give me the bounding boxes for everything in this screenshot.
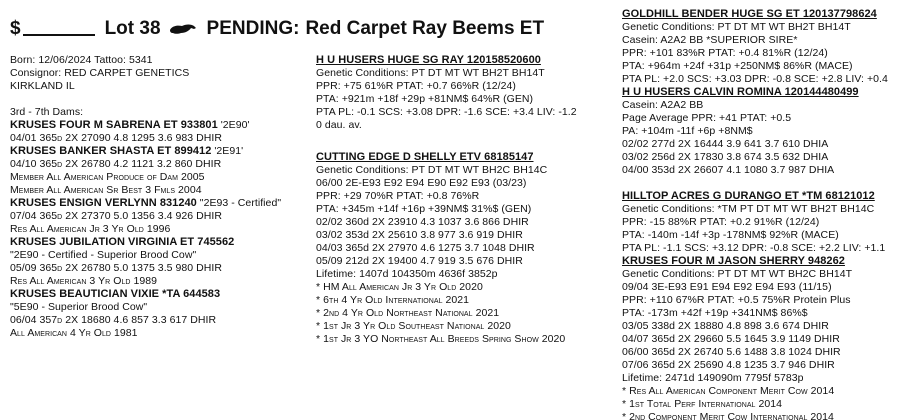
- dams-dam-name: KRUSES FOUR M JASON SHERRY 948262: [622, 255, 845, 267]
- consignor-location: KIRKLAND IL: [10, 80, 75, 92]
- dams-dam-awards: [622, 385, 918, 420]
- dam-record-line: Member All American Sr Best 3 Fmls 2004: [10, 184, 202, 196]
- dam-info-line: 02/02 360d 2X 23910 4.3 1037 3.6 866 DHIR: [316, 216, 529, 228]
- dams-dam-info-line: 03/05 338d 2X 18880 4.8 898 3.6 674 DHIR: [622, 320, 829, 332]
- dam-classification: '2E91': [211, 145, 244, 157]
- dams-dam-award-line: * 1st Total Perf International 2014: [622, 398, 783, 410]
- dam-info-line: Genetic Conditions: PT DT MT WT BH2C BH14C: [316, 164, 548, 176]
- dams-sire-info-line: PTA PL: -1.1 SCS: +3.12 DPR: -0.8 SCE: +2.2 LIV: +1.1: [622, 242, 886, 254]
- dams-dam-award-line: * 2nd Component Merit Cow International 2014: [622, 411, 834, 420]
- dam-classification: "2E93 - Certified": [196, 197, 282, 209]
- dams-sire-name: HILLTOP ACRES G DURANGO ET *TM 68121012: [622, 190, 875, 202]
- dams-dam-details: [622, 268, 918, 385]
- sire-info-line: PTA PL: -0.1 SCS: +3.08 DPR: -1.6 SCE: +3.4 LIV: -1.2: [316, 106, 577, 118]
- dams-sire-info-line: PTA: -140m -14f +3p -178NM$ 92%R (MACE): [622, 229, 839, 241]
- dam-award-line: * 6th 4 Yr Old International 2021: [316, 294, 470, 306]
- dams-sire-info-line: PPR: -15 88%R PTAT: +0.2 91%R (12/24): [622, 216, 820, 228]
- sires-dam-info-line: 02/02 277d 2X 16444 3.9 641 3.7 610 DHIA: [622, 138, 829, 150]
- dam-award-line: * HM All American Jr 3 Yr Old 2020: [316, 281, 483, 293]
- pedigree-middle-column: [316, 54, 616, 346]
- price-dollar-sign: $: [10, 18, 21, 39]
- dam-info-line: PTA: +345m +14f +16p +39NM$ 31%$ (GEN): [316, 203, 532, 215]
- sires-sire-name: GOLDHILL BENDER HUGE SG ET 120137798624: [622, 8, 877, 20]
- dam-info-line: 04/03 365d 2X 27970 4.6 1275 3.7 1048 DHIR: [316, 242, 535, 254]
- sires-dam-info-line: Page Average PPR: +41 PTAT: +0.5: [622, 112, 792, 124]
- dam-info-line: 06/00 2E-E93 E92 E94 E90 E92 E93 (03/23): [316, 177, 527, 189]
- dam-record-line: Res All American 3 Yr Old 1989: [10, 275, 158, 287]
- sire-info-line: 0 dau. av.: [316, 119, 362, 131]
- dam-record-line: 06/04 357d 2X 18680 4.6 857 3.3 617 DHIR: [10, 314, 217, 326]
- dam-details: [316, 164, 616, 281]
- sire-name: H U HUSERS HUGE SG RAY 120158520600: [316, 54, 541, 66]
- dams-dam-info-line: 09/04 3E-E93 E91 E94 E92 E94 E93 (11/15): [622, 281, 832, 293]
- dams-dam-info-line: Lifetime: 2471d 149090m 7795f 5783p: [622, 372, 804, 384]
- dam-record-line: Member All American Produce of Dam 2005: [10, 171, 205, 183]
- dam-award-line: * 1st Jr 3 YO Northeast All Breeds Spring Show 2020: [316, 333, 566, 345]
- dam-ancestor-name-text: KRUSES ENSIGN VERLYNN 831240: [10, 197, 197, 209]
- dam-record-line: Res All American Jr 3 Yr Old 1996: [10, 223, 171, 235]
- dams-dam-info-line: PTA: -173m +42f +19p +341NM$ 86%$: [622, 307, 808, 319]
- dam-ancestor-name-text: KRUSES BEAUTICIAN VIXIE *TA 644583: [10, 288, 221, 300]
- sires-dam-details: [622, 99, 918, 177]
- dam-ancestor-name: [10, 236, 308, 249]
- dam-ancestor-name: [10, 145, 308, 158]
- dams-dam-info-line: 06/00 365d 2X 26740 5.6 1488 3.8 1024 DHIR: [622, 346, 841, 358]
- dam-award-line: * 1st Jr 3 Yr Old Southeast National 2020: [316, 320, 511, 332]
- dam-record-line: 04/10 365d 2X 26780 4.2 1121 3.2 860 DHIR: [10, 158, 222, 170]
- dam-classification-line: "5E90 - Superior Brood Cow": [10, 301, 148, 313]
- dam-record-line: 07/04 365d 2X 27370 5.0 1356 3.4 926 DHIR: [10, 210, 223, 222]
- sires-dam-info-line: 03/02 256d 2X 17830 3.8 674 3.5 632 DHIA: [622, 151, 829, 163]
- dam-info-line: PPR: +29 70%R PTAT: +0.8 76%R: [316, 190, 480, 202]
- dam-ancestor-name-text: KRUSES JUBILATION VIRGINIA ET 745562: [10, 236, 235, 248]
- dams-dam-info-line: PPR: +110 67%R PTAT: +0.5 75%R Protein Plus: [622, 294, 851, 306]
- pedigree-right-column: [622, 8, 918, 420]
- dam-info-line: 03/02 353d 2X 25610 3.8 977 3.6 919 DHIR: [316, 229, 523, 241]
- sire-info-line: PTA: +921m +18f +29p +81NM$ 64%R (GEN): [316, 93, 534, 105]
- dam-classification-line: "2E90 - Certified - Superior Brood Cow": [10, 249, 197, 261]
- dams-list: [10, 119, 308, 340]
- dam-record-line: 05/09 365d 2X 26780 5.0 1375 3.5 980 DHIR: [10, 262, 223, 274]
- animal-name-title: Red Carpet Ray Beems ET: [305, 18, 545, 39]
- dam-award-line: * 2nd 4 Yr Old Northeast National 2021: [316, 307, 500, 319]
- lot-number: Lot 38: [104, 18, 161, 39]
- dam-record-line: All American 4 Yr Old 1981: [10, 327, 138, 339]
- sire-info-line: PPR: +75 61%R PTAT: +0.7 66%R (12/24): [316, 80, 516, 92]
- dams-sire-info-line: Genetic Conditions: *TM PT DT MT WT BH2T BH14C: [622, 203, 875, 215]
- sires-sire-info-line: PPR: +101 83%R PTAT: +0.4 81%R (12/24): [622, 47, 828, 59]
- dam-ancestor-name: [10, 197, 308, 210]
- sires-sire-details: [622, 21, 918, 86]
- sires-dam-info-line: PA: +104m -11f +6p +8NM$: [622, 125, 753, 137]
- pedigree-left-column: [10, 6, 308, 340]
- sires-sire-info-line: PTA: +964m +24f +31p +250NM$ 86%R (MACE): [622, 60, 853, 72]
- dams-sire-details: [622, 203, 918, 255]
- birth-tattoo-info: Born: 12/06/2024 Tattoo: 5341: [10, 54, 153, 66]
- dams-section-heading: 3rd - 7th Dams:: [10, 106, 84, 118]
- dam-ancestor-name-text: KRUSES BANKER SHASTA ET 899412: [10, 145, 212, 157]
- dams-dam-info-line: 07/06 365d 2X 25690 4.8 1235 3.7 946 DHIR: [622, 359, 835, 371]
- pending-label: PENDING:: [206, 18, 300, 39]
- sire-details: [316, 67, 616, 132]
- dams-dam-info-line: 04/07 365d 2X 29660 5.5 1645 3.9 1149 DHIR: [622, 333, 840, 345]
- sires-sire-info-line: Genetic Conditions: PT DT MT WT BH2T BH14T: [622, 21, 851, 33]
- sires-dam-name: H U HUSERS CALVIN ROMINA 120144480499: [622, 86, 859, 98]
- dam-name: CUTTING EDGE D SHELLY ETV 68185147: [316, 151, 534, 163]
- dam-awards: [316, 281, 616, 346]
- dam-info-line: Lifetime: 1407d 104350m 4636f 3852p: [316, 268, 498, 280]
- dams-dam-award-line: * Res All American Component Merit Cow 2014: [622, 385, 835, 397]
- sires-dam-info-line: 04/00 353d 2X 26607 4.1 1080 3.7 987 DHIA: [622, 164, 835, 176]
- sire-info-line: Genetic Conditions: PT DT MT WT BH2T BH14T: [316, 67, 545, 79]
- dam-info-line: 05/09 212d 2X 19400 4.7 919 3.5 676 DHIR: [316, 255, 523, 267]
- sires-dam-info-line: Casein: A2A2 BB: [622, 99, 704, 111]
- dam-classification: '2E90': [217, 119, 250, 131]
- dam-ancestor-name: [10, 119, 308, 132]
- dam-record-line: 04/01 365d 2X 27090 4.8 1295 3.6 983 DHIR: [10, 132, 223, 144]
- sires-sire-info-line: Casein: A2A2 BB *SUPERIOR SIRE*: [622, 34, 798, 46]
- dams-dam-info-line: Genetic Conditions: PT DT MT WT BH2C BH14T: [622, 268, 853, 280]
- consignor-info: Consignor: RED CARPET GENETICS: [10, 67, 190, 79]
- dam-ancestor-name-text: KRUSES FOUR M SABRENA ET 933801: [10, 119, 218, 131]
- dam-ancestor-name: [10, 288, 308, 301]
- sires-sire-info-line: PTA PL: +2.0 SCS: +3.03 DPR: -0.8 SCE: +2.8 LIV: +0.4: [622, 73, 888, 85]
